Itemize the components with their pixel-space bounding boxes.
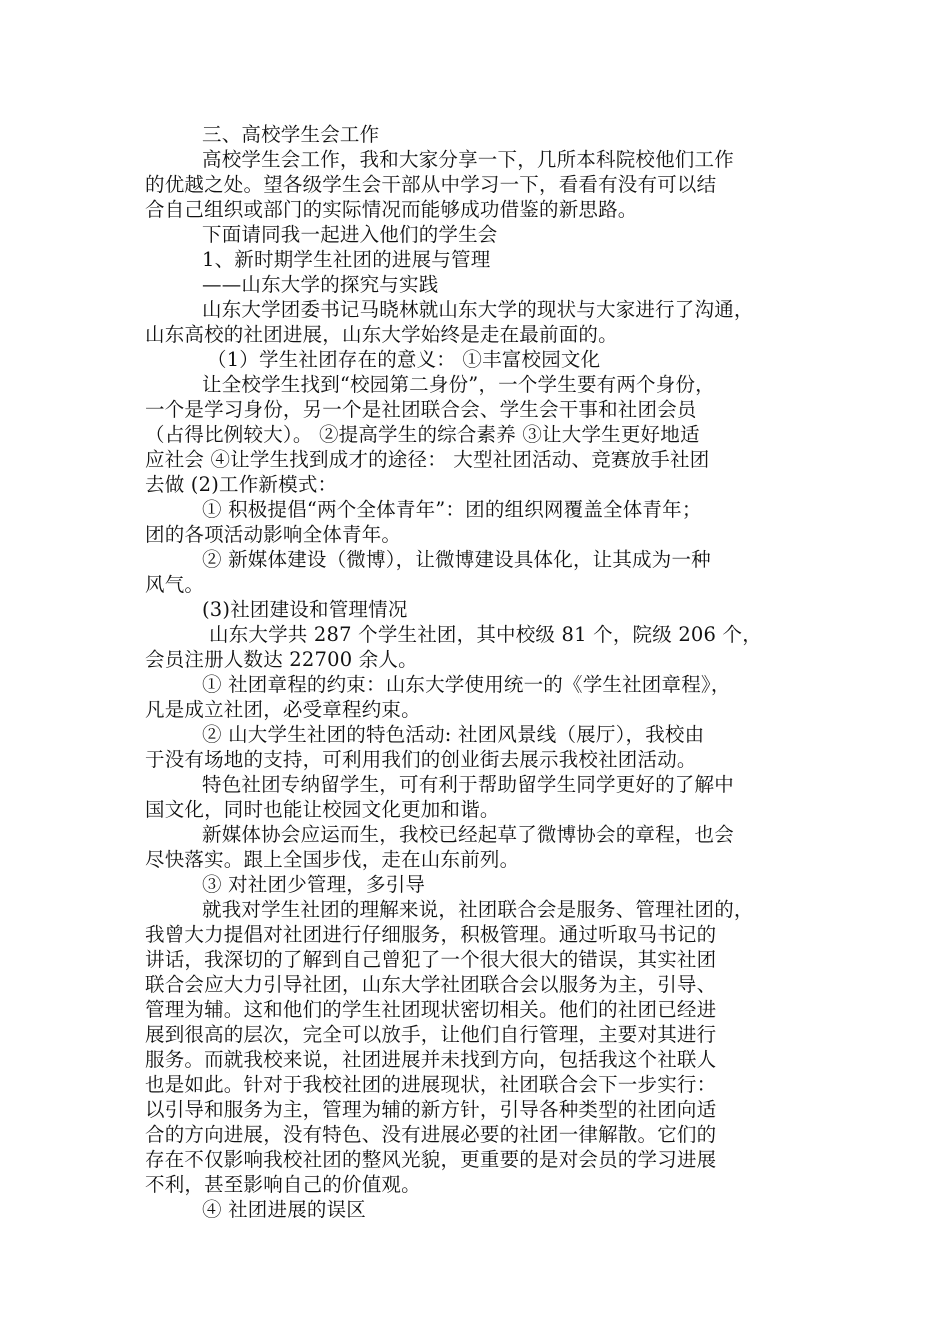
paragraph-line: 不利，甚至影响自己的价值观。 bbox=[145, 1173, 421, 1196]
subsection-subtitle: ——山东大学的探究与实践 bbox=[202, 273, 439, 296]
paragraph-line: （占得比例较大）。 ②提高学生的综合素养 ③让大学生更好地适 bbox=[145, 423, 700, 446]
paragraph-line: 的优越之处。望各级学生会干部从中学习一下，看看有没有可以结 bbox=[145, 173, 717, 196]
paragraph-line: 也是如此。针对于我校社团的进展现状，社团联合会下一步实行： bbox=[145, 1073, 717, 1096]
paragraph-line: 山东大学团委书记马晓林就山东大学的现状与大家进行了沟通， bbox=[202, 298, 754, 321]
paragraph-line: 新媒体协会应运而生，我校已经起草了微博协会的章程，也会 bbox=[202, 823, 734, 846]
paragraph-line: 以引导和服务为主，管理为辅的新方针，引导各种类型的社团向适 bbox=[145, 1098, 717, 1121]
paragraph-line: ② 新媒体建设（微博），让微博建设具体化，让其成为一种 bbox=[202, 548, 711, 571]
paragraph-line: 下面请同我一起进入他们的学生会 bbox=[202, 223, 498, 246]
paragraph-line: ④ 社团进展的误区 bbox=[202, 1198, 366, 1221]
paragraph-line: 合的方向进展，没有特色、没有进展必要的社团一律解散。它们的 bbox=[145, 1123, 717, 1146]
paragraph-line: 一个是学习身份，另一个是社团联合会、学生会干事和社团会员 bbox=[145, 398, 697, 421]
paragraph-line: 合自己组织或部门的实际情况而能够成功借鉴的新思路。 bbox=[145, 198, 638, 221]
paragraph-line: 国文化，同时也能让校园文化更加和谐。 bbox=[145, 798, 500, 821]
subsection-heading: 1、新时期学生社团的进展与管理 bbox=[202, 248, 491, 271]
paragraph-line: 我曾大力提倡对社团进行仔细服务，积极管理。通过听取马书记的 bbox=[145, 923, 717, 946]
paragraph-line: 存在不仅影响我校社团的整风光貌，更重要的是对会员的学习进展 bbox=[145, 1148, 717, 1171]
paragraph-line: 讲话，我深切的了解到自己曾犯了一个很大很大的错误，其实社团 bbox=[145, 948, 717, 971]
document-body bbox=[145, 122, 810, 1222]
paragraph-line: 就我对学生社团的理解来说，社团联合会是服务、管理社团的， bbox=[202, 898, 754, 921]
paragraph-line: （1）学生社团存在的意义： ①丰富校园文化 bbox=[207, 348, 601, 371]
paragraph-line: 让全校学生找到“校园第二身份”，一个学生要有两个身份， bbox=[202, 373, 715, 396]
paragraph-line: ① 社团章程的约束：山东大学使用统一的《学生社团章程》， bbox=[202, 673, 731, 696]
paragraph-line: ③ 对社团少管理，多引导 bbox=[202, 873, 426, 896]
paragraph-line: 团的各项活动影响全体青年。 bbox=[145, 523, 402, 546]
paragraph-line: 应社会 ④让学生找到成才的途径： 大型社团活动、竞赛放手社团 bbox=[145, 448, 710, 471]
paragraph-line: 山东大学共 287 个学生社团，其中校级 81 个，院级 206 个， bbox=[209, 623, 762, 646]
section-heading: 三、高校学生会工作 bbox=[202, 123, 380, 146]
paragraph-line: 管理为辅。这和他们的学生社团现状密切相关。他们的社团已经进 bbox=[145, 998, 717, 1021]
paragraph-line: ① 积极提倡“两个全体青年”：团的组织网覆盖全体青年； bbox=[202, 498, 702, 521]
paragraph-line: 凡是成立社团，必受章程约束。 bbox=[145, 698, 421, 721]
paragraph-line: 于没有场地的支持，可利用我们的创业街去展示我校社团活动。 bbox=[145, 748, 697, 771]
paragraph-line: 服务。而就我校来说，社团进展并未找到方向，包括我这个社联人 bbox=[145, 1048, 717, 1071]
paragraph-line: 高校学生会工作，我和大家分享一下，几所本科院校他们工作 bbox=[202, 148, 734, 171]
paragraph-line: 山东高校的社团进展，山东大学始终是走在最前面的。 bbox=[145, 323, 618, 346]
paragraph-line: 去做 (2)工作新模式： bbox=[145, 473, 338, 496]
paragraph-line: 展到很高的层次，完全可以放手，让他们自行管理，主要对其进行 bbox=[145, 1023, 717, 1046]
paragraph-line: 尽快落实。跟上全国步伐，走在山东前列。 bbox=[145, 848, 520, 871]
paragraph-line: 会员注册人数达 22700 余人。 bbox=[145, 648, 418, 671]
paragraph-line: 风气。 bbox=[145, 573, 205, 596]
paragraph-line: 特色社团专纳留学生，可有利于帮助留学生同学更好的了解中 bbox=[202, 773, 734, 796]
paragraph-line: ② 山大学生社团的特色活动: 社团风景线（展厅），我校由 bbox=[202, 723, 705, 746]
paragraph-line: (3)社团建设和管理情况 bbox=[202, 598, 408, 621]
paragraph-line: 联合会应大力引导社团，山东大学社团联合会以服务为主，引导、 bbox=[145, 973, 717, 996]
